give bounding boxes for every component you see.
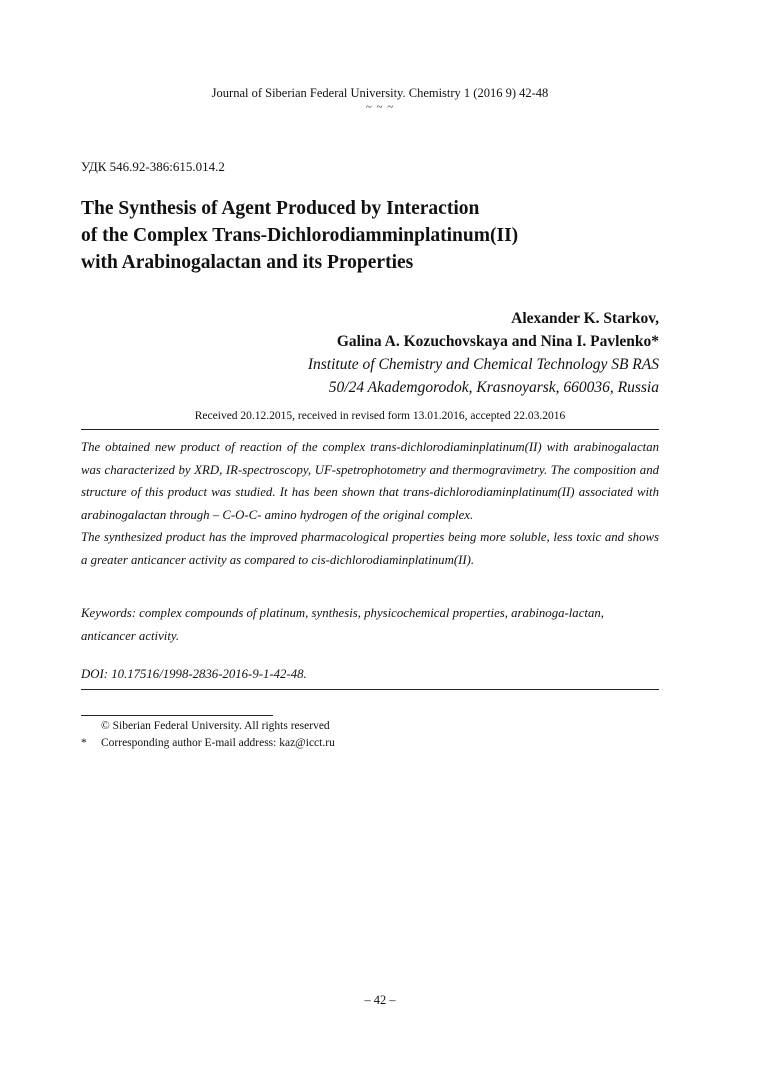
title-line-1: The Synthesis of Agent Produced by Interaction bbox=[81, 198, 480, 219]
header-separator: ~ ~ ~ bbox=[365, 101, 395, 113]
title-line-3: with Arabinogalactan and its Properties bbox=[81, 252, 414, 273]
author-block bbox=[308, 307, 659, 399]
journal-header: Journal of Siberian Federal University. Chemistry 1 (2016 9) 42-48 bbox=[211, 86, 549, 100]
abstract bbox=[81, 436, 659, 571]
footnote-corresponding bbox=[81, 737, 335, 749]
footnote-copyright bbox=[81, 720, 330, 732]
title-line-2: of the Complex Trans-Dichlorodiamminplatinum(II) bbox=[81, 225, 519, 246]
abstract-paragraph-2: The synthesized product has the improved pharmacological properties being more soluble, less toxic and shows a greater anticancer activity as compared to cis-dichlorodiaminplatinum(II). bbox=[81, 530, 659, 567]
paper-title bbox=[81, 195, 641, 276]
copyright-text: © Siberian Federal University. All rights reserved bbox=[101, 720, 330, 732]
doi: DOI: 10.17516/1998-2836-2016-9-1-42-48. bbox=[81, 667, 307, 681]
corresponding-email: Corresponding author E-mail address: kaz@icct.ru bbox=[101, 737, 335, 749]
footnote-mark: * bbox=[81, 737, 87, 749]
affiliation-address: 50/24 Akademgorodok, Krasnoyarsk, 660036, Russia bbox=[328, 379, 659, 396]
received-dates: Received 20.12.2015, received in revised form 13.01.2016, accepted 22.03.2016 bbox=[194, 410, 566, 422]
udk-code: УДК 546.92-386:615.014.2 bbox=[81, 159, 225, 174]
author-line-2: Galina A. Kozuchovskaya and Nina I. Pavlenko* bbox=[336, 333, 659, 350]
abstract-bottom-rule bbox=[81, 689, 659, 690]
footnote-rule bbox=[81, 715, 273, 716]
page-number: – 42 – bbox=[364, 993, 396, 1007]
abstract-top-rule bbox=[81, 429, 659, 430]
author-line-1: Alexander K. Starkov, bbox=[511, 310, 659, 327]
affiliation-institute: Institute of Chemistry and Chemical Technology SB RAS bbox=[307, 356, 659, 373]
keywords: Keywords: complex compounds of platinum, synthesis, physicochemical properties, arabinoga-lactan, anticancer activity. bbox=[81, 606, 604, 643]
abstract-paragraph-1: The obtained new product of reaction of the complex trans-dichlorodiaminplatinum(II) with arabinogalactan was characterized by XRD, IR-spectroscopy, UF-spetrophotometry and thermogravimetry. The composition and structure of this product was studied. It has been shown that trans-dichlorodiaminplatinum(II) associated with arabinogalactan through – C-O-C- amino hydrogen of the original complex. bbox=[81, 440, 659, 522]
